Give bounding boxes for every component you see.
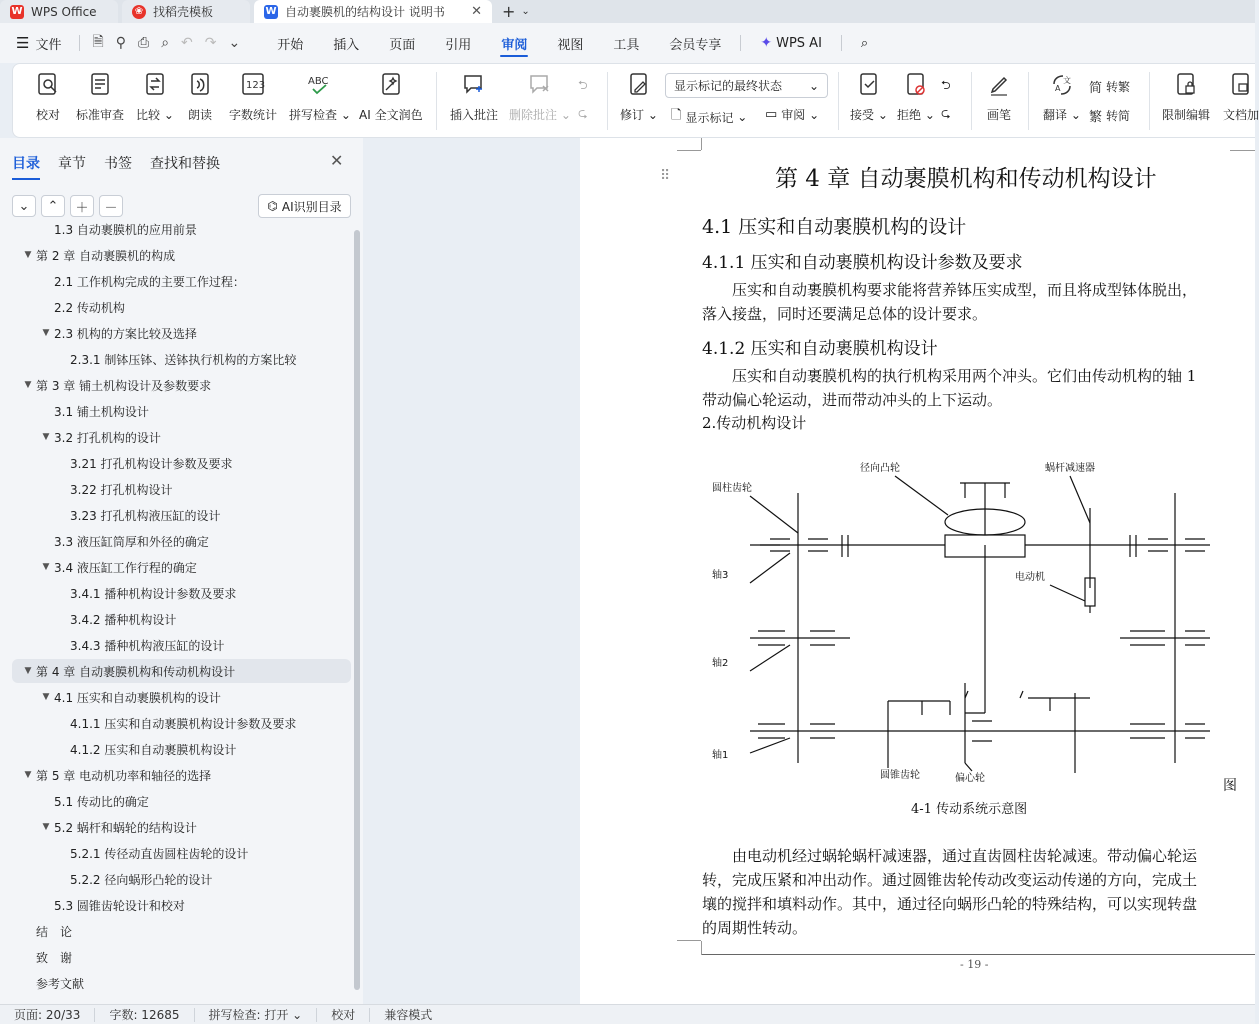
- drag-handle-icon[interactable]: ⠿: [660, 168, 671, 184]
- toc-item-label: 2.3.1 制钵压钵、送钵执行机构的方案比较: [70, 352, 297, 367]
- divider: [436, 72, 437, 130]
- toc-item[interactable]: [12, 243, 351, 267]
- toc-item-label: 3.4.2 播种机构设计: [70, 612, 177, 627]
- toc-item-label: 参考文献: [36, 976, 85, 991]
- expand-arrow-icon[interactable]: ▼: [24, 250, 32, 260]
- pen-button[interactable]: [986, 70, 1012, 123]
- toc-item[interactable]: [12, 321, 351, 345]
- label-shaft2: 轴2: [712, 658, 729, 669]
- expand-arrow-icon[interactable]: ▼: [24, 380, 32, 390]
- accept-button[interactable]: [850, 70, 888, 123]
- spell-check-label: 拼写检查 ⌄: [289, 108, 351, 122]
- next-revision-icon[interactable]: ⮎: [941, 106, 951, 120]
- document-page: [580, 138, 1255, 1004]
- ai-toc-button[interactable]: [258, 194, 351, 218]
- toc-item-label: 4.1.2 压实和自动裹膜机构设计: [70, 742, 237, 757]
- label-shaft3: 轴3: [712, 570, 729, 581]
- menu-insert[interactable]: 插入: [333, 37, 360, 53]
- collapse-chevron-down-icon[interactable]: ⌄: [12, 195, 36, 217]
- print-preview-icon[interactable]: ⌕: [161, 35, 170, 51]
- reject-button[interactable]: [897, 70, 935, 123]
- review-pane-button[interactable]: ▭ 审阅 ⌄: [765, 107, 820, 122]
- tab-document[interactable]: [254, 0, 492, 23]
- paragraph-line[interactable]: 由电动机经过蜗轮蜗杆减速器，通过直齿圆柱齿轮减速。带动偏心轮运: [702, 847, 1198, 865]
- traditional-icon: 简: [1089, 81, 1103, 96]
- toc-item[interactable]: [12, 425, 351, 449]
- menu-view[interactable]: 视图: [557, 37, 584, 53]
- word-count-icon: [240, 70, 266, 100]
- tab-label: WPS Office: [31, 4, 97, 19]
- toc-item[interactable]: [12, 607, 351, 631]
- chevron-down-icon: ⌄: [808, 78, 819, 93]
- reject-label: 拒绝 ⌄: [897, 108, 935, 122]
- crop-mark: [1230, 150, 1255, 151]
- ai-star-icon: ✦: [760, 35, 773, 51]
- word-count-button[interactable]: [229, 70, 277, 123]
- show-markup-button[interactable]: 🗋 显示标记 ⌄: [671, 106, 747, 128]
- standard-review-label: 标准审查: [76, 108, 125, 122]
- toc-item[interactable]: [12, 399, 351, 423]
- toc-item[interactable]: [12, 789, 351, 813]
- word-count-label: 字数统计: [229, 108, 278, 122]
- paragraph-line[interactable]: 压实和自动裹膜机构要求能将营养钵压实成型，而且将成型钵体脱出，: [702, 281, 1198, 299]
- toc-item[interactable]: [12, 919, 351, 943]
- toc-scrollbar[interactable]: [354, 230, 360, 990]
- nav-tab-toc[interactable]: 目录: [12, 153, 40, 173]
- to-simplified-label: 转简: [1106, 109, 1131, 123]
- toc-item[interactable]: [12, 529, 351, 553]
- nav-tabs: [12, 153, 220, 173]
- toc-item-label: 致 谢: [36, 950, 73, 965]
- toc-item[interactable]: [12, 893, 351, 917]
- divider: [79, 35, 80, 51]
- status-proofread[interactable]: 校对: [317, 1008, 370, 1022]
- menu-start[interactable]: 开始: [277, 37, 304, 53]
- toc-item[interactable]: [12, 659, 351, 683]
- status-bar: [0, 1004, 1255, 1024]
- accept-icon: [856, 70, 882, 100]
- divider: [607, 72, 608, 130]
- figure-caption[interactable]: 4-1 传动系统示意图: [911, 802, 1028, 817]
- toc-item[interactable]: [12, 217, 351, 241]
- proofread-button[interactable]: [35, 70, 61, 123]
- expand-arrow-icon[interactable]: ▼: [24, 770, 32, 780]
- toc-list: [0, 222, 352, 1004]
- toc-item-label: 3.1 铺土机构设计: [54, 404, 149, 419]
- show-markup-label: 显示标记: [685, 110, 734, 125]
- menu-member[interactable]: 会员专享: [669, 37, 722, 53]
- pen-icon: [986, 70, 1012, 100]
- hamburger-icon: ☰: [16, 34, 30, 52]
- toc-item-label: 结 论: [36, 924, 73, 939]
- toc-item-label: 第 3 章 铺土机构设计及参数要求: [36, 378, 212, 393]
- doc-encrypt-button[interactable]: [1223, 70, 1259, 123]
- redo-icon[interactable]: ↷: [204, 35, 217, 51]
- toc-item-label: 5.2.2 径向蜗形凸轮的设计: [70, 872, 213, 887]
- paragraph-line[interactable]: 壤的搅拌和填料动作。其中，通过径向蜗形凸轮的特殊结构，可以实现转盘: [702, 895, 1198, 913]
- translate-icon: [1049, 70, 1075, 100]
- menu-review[interactable]: 审阅: [486, 23, 542, 63]
- toc-item[interactable]: [12, 555, 351, 579]
- paragraph-line[interactable]: 落入接盘，同时还要满足总体的设计要求。: [702, 305, 988, 323]
- toc-tools: [12, 195, 123, 217]
- toc-item[interactable]: [12, 841, 351, 865]
- menu-tools[interactable]: 工具: [613, 37, 640, 53]
- toc-item[interactable]: [12, 451, 351, 475]
- toc-item-label: 3.2 打孔机构的设计: [54, 430, 161, 445]
- toc-item-label: 3.23 打孔机构液压缸的设计: [70, 508, 221, 523]
- file-label: 文件: [35, 37, 62, 53]
- paragraph-line[interactable]: 压实和自动裹膜机构的执行机构采用两个冲头。它们由传动机构的轴 1: [702, 367, 1197, 385]
- quick-access: [79, 31, 240, 55]
- expand-chevron-up-icon[interactable]: ⌃: [41, 195, 65, 217]
- label-bevel-gear: 圆锥齿轮: [880, 770, 920, 781]
- prev-comment-icon[interactable]: ⮌: [578, 78, 588, 92]
- menu-wps-ai[interactable]: [745, 23, 837, 63]
- revise-label: 修订 ⌄: [620, 108, 658, 122]
- paragraph-line[interactable]: 2.传动机构设计: [702, 414, 807, 432]
- svg-text:123: 123: [246, 80, 266, 91]
- toc-item-label: 第 4 章 自动裹膜机构和传动机构设计: [36, 664, 236, 679]
- delete-comment-label: 删除批注 ⌄: [509, 108, 571, 122]
- toc-item-label: 第 5 章 电动机功率和轴径的选择: [36, 768, 212, 783]
- navigation-panel: [0, 138, 363, 1004]
- label-shaft1: 轴1: [712, 750, 729, 761]
- link-icon[interactable]: ⚲: [115, 35, 126, 51]
- wps-ai-label: WPS AI: [776, 35, 822, 51]
- menu-bar: [0, 23, 1255, 63]
- ai-polish-button[interactable]: [359, 70, 423, 123]
- toc-item[interactable]: [12, 347, 351, 371]
- toc-item[interactable]: [12, 295, 351, 319]
- label-eccentric: 偏心轮: [955, 773, 985, 784]
- more-chevron-icon[interactable]: ⌄: [228, 35, 241, 51]
- label-worm-reducer: 蜗杆减速器: [1045, 463, 1095, 474]
- delete-comment-button[interactable]: [509, 70, 571, 123]
- insert-comment-button[interactable]: [450, 70, 498, 123]
- svg-text:ABC: ABC: [307, 76, 329, 87]
- transmission-diagram[interactable]: [710, 453, 1230, 793]
- revise-button[interactable]: [620, 70, 658, 123]
- docer-logo-icon: ❀: [132, 5, 146, 19]
- divider: [841, 35, 842, 51]
- toc-item-label: 5.2 蜗杆和蜗轮的结构设计: [54, 820, 197, 835]
- toc-item[interactable]: [12, 737, 351, 761]
- footer-rule: [702, 954, 1255, 955]
- toc-item-label: 3.3 液压缸筒厚和外径的确定: [54, 534, 209, 549]
- svg-text:文: 文: [1062, 76, 1071, 85]
- section-heading[interactable]: 4.1 压实和自动裹膜机构的设计: [702, 216, 967, 238]
- read-aloud-button[interactable]: [187, 70, 213, 123]
- nav-tab-bookmark[interactable]: 书签: [104, 156, 132, 172]
- undo-icon[interactable]: ↶: [181, 35, 193, 51]
- toc-item-label: 5.1 传动比的确定: [54, 794, 149, 809]
- translate-label: 翻译 ⌄: [1043, 108, 1081, 122]
- toc-item-label: 第 2 章 自动裹膜机的构成: [36, 248, 176, 263]
- figure-prefix[interactable]: 图: [1223, 778, 1237, 794]
- crop-mark: [677, 150, 701, 151]
- status-word-count[interactable]: 字数: 12685: [95, 1008, 194, 1022]
- tab-label: 自动裹膜机的结构设计 说明书: [285, 5, 445, 19]
- menu-reference[interactable]: 引用: [445, 37, 472, 53]
- chapter-heading[interactable]: 第 4 章 自动裹膜机构和传动机构设计: [775, 166, 1157, 192]
- encrypt-icon: [1228, 70, 1254, 100]
- to-traditional-label: 转繁: [1106, 80, 1131, 94]
- file-menu[interactable]: [16, 34, 61, 53]
- reject-icon: [903, 70, 929, 100]
- show-markup-icon: 🗋: [671, 108, 682, 123]
- toc-item[interactable]: [12, 269, 351, 293]
- subsection-heading[interactable]: 4.1.1 压实和自动裹膜机构设计参数及要求: [702, 253, 1023, 273]
- writer-logo-icon: W: [265, 6, 277, 17]
- to-simplified-button[interactable]: [1089, 106, 1130, 125]
- expand-arrow-icon[interactable]: ▼: [24, 666, 32, 676]
- pen-label: 画笔: [986, 108, 1011, 122]
- toc-item[interactable]: [12, 763, 351, 787]
- ai-polish-icon: [378, 70, 404, 100]
- divider: [1149, 72, 1150, 130]
- toc-item[interactable]: [12, 477, 351, 501]
- ai-toc-label: AI识别目录: [281, 199, 342, 214]
- spell-check-button[interactable]: [289, 70, 351, 123]
- to-traditional-button[interactable]: [1089, 77, 1130, 96]
- ai-polish-label: AI 全文润色: [359, 108, 423, 122]
- tab-template[interactable]: [122, 0, 250, 23]
- toc-item[interactable]: [12, 581, 351, 605]
- toc-item[interactable]: [12, 373, 351, 397]
- toc-item[interactable]: [12, 867, 351, 891]
- restrict-edit-button[interactable]: [1162, 70, 1210, 123]
- compare-icon: [142, 70, 168, 100]
- proofread-icon: [35, 70, 61, 100]
- expand-arrow-icon[interactable]: ▼: [42, 822, 50, 832]
- expand-arrow-icon[interactable]: ▼: [42, 692, 50, 702]
- close-icon[interactable]: ✕: [330, 151, 344, 170]
- minus-icon[interactable]: －: [99, 195, 123, 217]
- svg-text:A: A: [1054, 84, 1061, 93]
- label-motor: 电动机: [1015, 572, 1045, 583]
- paragraph-line[interactable]: 的周期性转动。: [702, 919, 808, 937]
- expand-arrow-icon[interactable]: ▼: [42, 562, 50, 572]
- toc-item[interactable]: [12, 945, 351, 969]
- close-tab-icon[interactable]: ✕: [471, 4, 482, 19]
- tab-bar: [0, 0, 1255, 23]
- add-icon[interactable]: ＋: [70, 195, 94, 217]
- nav-tab-find-replace[interactable]: 查找和替换: [150, 156, 220, 172]
- subsection-heading[interactable]: 4.1.2 压实和自动裹膜机构设计: [702, 339, 938, 359]
- toc-item-label: 2.3 机构的方案比较及选择: [54, 326, 197, 341]
- proofread-label: 校对: [35, 108, 60, 122]
- toc-item-label: 3.4.1 播种机构设计参数及要求: [70, 586, 237, 601]
- divider: [838, 72, 839, 130]
- toc-item[interactable]: [12, 685, 351, 709]
- toc-item[interactable]: [12, 971, 351, 995]
- toc-item-label: 4.1 压实和自动裹膜机构的设计: [54, 690, 221, 705]
- print-icon[interactable]: ⎙: [138, 35, 150, 51]
- next-comment-icon[interactable]: ⮎: [578, 106, 588, 120]
- toc-item-label: 2.2 传动机构: [54, 300, 125, 315]
- read-aloud-icon: [187, 70, 213, 100]
- insert-comment-icon: [461, 70, 487, 100]
- status-spell-check[interactable]: 拼写检查: 打开 ⌄: [195, 1008, 318, 1022]
- status-page[interactable]: 页面: 20/33: [0, 1008, 95, 1022]
- expand-arrow-icon[interactable]: ▼: [42, 432, 50, 442]
- review-pane-label: 审阅: [781, 108, 806, 122]
- toc-item[interactable]: [12, 815, 351, 839]
- lock-doc-icon: [1173, 70, 1199, 100]
- toc-item-label: 3.4.3 播种机构液压缸的设计: [70, 638, 225, 653]
- paragraph-line[interactable]: 转，完成压紧和冲出动作。通过圆锥齿轮传动改变运动传递的方向，完成土: [702, 871, 1198, 889]
- markup-state-dropdown[interactable]: [665, 73, 828, 98]
- divider: [971, 72, 972, 130]
- markup-state-value: 显示标记的最终状态: [674, 79, 783, 93]
- toc-item-label: 1.3 自动裹膜机的应用前景: [54, 222, 197, 237]
- divider: [740, 35, 741, 51]
- prev-revision-icon[interactable]: ⮌: [941, 78, 951, 92]
- compare-label: 比较 ⌄: [136, 108, 174, 122]
- toc-item-label: 3.4 液压缸工作行程的确定: [54, 560, 197, 575]
- review-ribbon: [12, 63, 1259, 138]
- crop-mark: [701, 941, 702, 955]
- crop-mark: [677, 940, 701, 941]
- label-cylinder-gear: 圆柱齿轮: [712, 483, 752, 494]
- chevron-down-icon[interactable]: ⌄: [521, 6, 530, 17]
- doc-encrypt-label: 文档加: [1223, 108, 1259, 122]
- toc-item[interactable]: [12, 633, 351, 657]
- read-aloud-label: 朗读: [187, 108, 212, 122]
- toc-item-label: 5.3 圆锥齿轮设计和校对: [54, 898, 185, 913]
- accept-label: 接受 ⌄: [850, 108, 888, 122]
- delete-comment-icon: [527, 70, 553, 100]
- menu-page[interactable]: 页面: [389, 37, 416, 53]
- divider: [1028, 72, 1029, 130]
- toc-item-label: 3.22 打孔机构设计: [70, 482, 173, 497]
- tab-label: 找稻壳模板: [153, 5, 214, 19]
- translate-button[interactable]: [1043, 70, 1081, 123]
- paragraph-line[interactable]: 带动偏心轮运动，进而带动冲头的上下运动。: [702, 391, 1003, 409]
- diagram-lines: [750, 476, 1210, 773]
- expand-arrow-icon[interactable]: ▼: [42, 328, 50, 338]
- insert-comment-label: 插入批注: [450, 108, 499, 122]
- label-radial-cam: 径向凸轮: [860, 463, 900, 474]
- review-pane-icon: ▭: [765, 107, 778, 122]
- toc-item-label: 3.21 打孔机构设计参数及要求: [70, 456, 233, 471]
- toc-item-label: 4.1.1 压实和自动裹膜机构设计参数及要求: [70, 716, 297, 731]
- tab-wps-office[interactable]: [0, 0, 118, 23]
- toc-item[interactable]: [12, 503, 351, 527]
- standard-review-button[interactable]: [76, 70, 124, 123]
- crop-mark: [701, 138, 702, 150]
- simplified-icon: 繁: [1089, 110, 1103, 125]
- restrict-edit-label: 限制编辑: [1162, 108, 1211, 122]
- spell-check-icon: [307, 70, 333, 100]
- standard-review-icon: [87, 70, 113, 100]
- toc-item-label: 2.1 工作机构完成的主要工作过程：: [54, 274, 245, 289]
- nav-tab-chapter[interactable]: 章节: [58, 156, 86, 172]
- toc-item[interactable]: [12, 711, 351, 735]
- status-compat-mode: 兼容模式: [384, 1008, 433, 1022]
- wps-logo-icon: W: [11, 6, 23, 17]
- new-tab-button[interactable]: + ⌄: [502, 2, 530, 21]
- ai-toc-icon: ⌬: [267, 199, 278, 213]
- page-number: - 19 -: [960, 958, 989, 971]
- toc-item-label: 5.2.1 传径动直齿圆柱齿轮的设计: [70, 846, 249, 861]
- compare-button[interactable]: [136, 70, 174, 123]
- revise-icon: [626, 70, 652, 100]
- save-icon[interactable]: 🗎: [92, 34, 104, 50]
- main-menus: [262, 23, 883, 63]
- search-icon[interactable]: ⌕: [860, 35, 869, 51]
